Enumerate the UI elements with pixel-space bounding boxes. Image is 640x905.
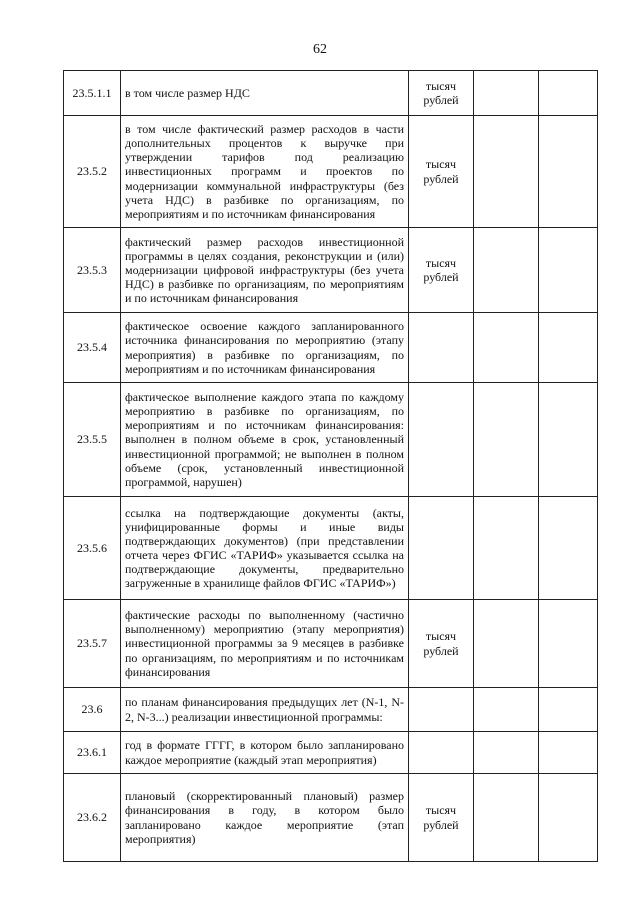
row-unit: тысяч рублей — [409, 116, 474, 228]
row-description: фактическое освоение каждого запланированного источника финансирования по мероприятию (этапу мероприятия) в разбивке по организациям, по мероприятиям и по источникам финансирования — [121, 313, 409, 383]
row-empty-cell — [474, 600, 539, 688]
row-description: по планам финансирования предыдущих лет (N-1, N-2, N-3...) реализации инвестиционной программы: — [121, 688, 409, 732]
row-description: в том числе размер НДС — [121, 71, 409, 116]
row-empty-cell — [539, 688, 598, 732]
row-code: 23.5.1.1 — [64, 71, 121, 116]
row-code: 23.5.6 — [64, 497, 121, 600]
row-empty-cell — [539, 774, 598, 862]
row-code: 23.5.5 — [64, 383, 121, 497]
row-empty-cell — [539, 116, 598, 228]
row-empty-cell — [474, 116, 539, 228]
row-unit: тысяч рублей — [409, 71, 474, 116]
row-code: 23.5.2 — [64, 116, 121, 228]
row-unit: тысяч рублей — [409, 600, 474, 688]
row-code: 23.6 — [64, 688, 121, 732]
row-description: фактическое выполнение каждого этапа по каждому мероприятию в разбивке по организациям, по мероприятиям и по источникам финансирования: выполнен в полном объеме в срок, установленный инвестиционной программой; не выполнен в полном объеме (срок, установленный инвестиционной программой, нарушен) — [121, 383, 409, 497]
row-description: фактический размер расходов инвестиционной программы в целях создания, реконструкции и (или) модернизации цифровой инфраструктуры (без учета НДС) в разбивке по организациям, по мероприятиям и по источникам финансирования — [121, 228, 409, 313]
table-row — [64, 774, 598, 862]
table-row — [64, 732, 598, 774]
table-row — [64, 383, 598, 497]
row-unit — [409, 497, 474, 600]
indicator-table — [63, 70, 598, 862]
row-unit — [409, 383, 474, 497]
row-empty-cell — [539, 228, 598, 313]
row-unit — [409, 313, 474, 383]
table-row — [64, 688, 598, 732]
table-row — [64, 228, 598, 313]
page-number: 62 — [313, 42, 327, 57]
row-unit — [409, 688, 474, 732]
row-empty-cell — [539, 600, 598, 688]
row-unit: тысяч рублей — [409, 774, 474, 862]
row-code: 23.6.2 — [64, 774, 121, 862]
row-unit — [409, 732, 474, 774]
row-empty-cell — [474, 732, 539, 774]
row-code: 23.5.4 — [64, 313, 121, 383]
row-description: плановый (скорректированный плановый) размер финансирования в году, в котором было запланировано каждое мероприятие (этап мероприятия) — [121, 774, 409, 862]
row-code: 23.5.3 — [64, 228, 121, 313]
row-empty-cell — [474, 774, 539, 862]
row-empty-cell — [474, 71, 539, 116]
row-empty-cell — [474, 688, 539, 732]
row-empty-cell — [539, 732, 598, 774]
row-empty-cell — [539, 71, 598, 116]
table-row — [64, 313, 598, 383]
row-description: ссылка на подтверждающие документы (акты, унифицированные формы и иные виды подтверждающих документов) (при представлении отчета через ФГИС «ТАРИФ» указывается ссылка на подтверждающие документы, предварительно загруженные в хранилище файлов ФГИС «ТАРИФ») — [121, 497, 409, 600]
row-empty-cell — [539, 313, 598, 383]
row-unit: тысяч рублей — [409, 228, 474, 313]
row-code: 23.6.1 — [64, 732, 121, 774]
table-row — [64, 71, 598, 116]
row-code: 23.5.7 — [64, 600, 121, 688]
table-row — [64, 116, 598, 228]
row-description: в том числе фактический размер расходов в части дополнительных процентов к выручке при утверждении тарифов под реализацию инвестиционных программ и проектов по модернизации коммунальной инфраструктуры (без учета НДС) в разбивке по организациям, по мероприятиям и по источникам финансирования — [121, 116, 409, 228]
row-description: год в формате ГГГГ, в котором было запланировано каждое мероприятие (каждый этап мероприятия) — [121, 732, 409, 774]
row-empty-cell — [539, 497, 598, 600]
row-empty-cell — [539, 383, 598, 497]
table-row — [64, 497, 598, 600]
row-empty-cell — [474, 383, 539, 497]
table-row — [64, 600, 598, 688]
row-description: фактические расходы по выполненному (частично выполненному) мероприятию (этапу мероприятия) инвестиционной программы за 9 месяцев в разбивке по организациям, по мероприятиям и по источникам финансирования — [121, 600, 409, 688]
row-empty-cell — [474, 228, 539, 313]
row-empty-cell — [474, 313, 539, 383]
row-empty-cell — [474, 497, 539, 600]
